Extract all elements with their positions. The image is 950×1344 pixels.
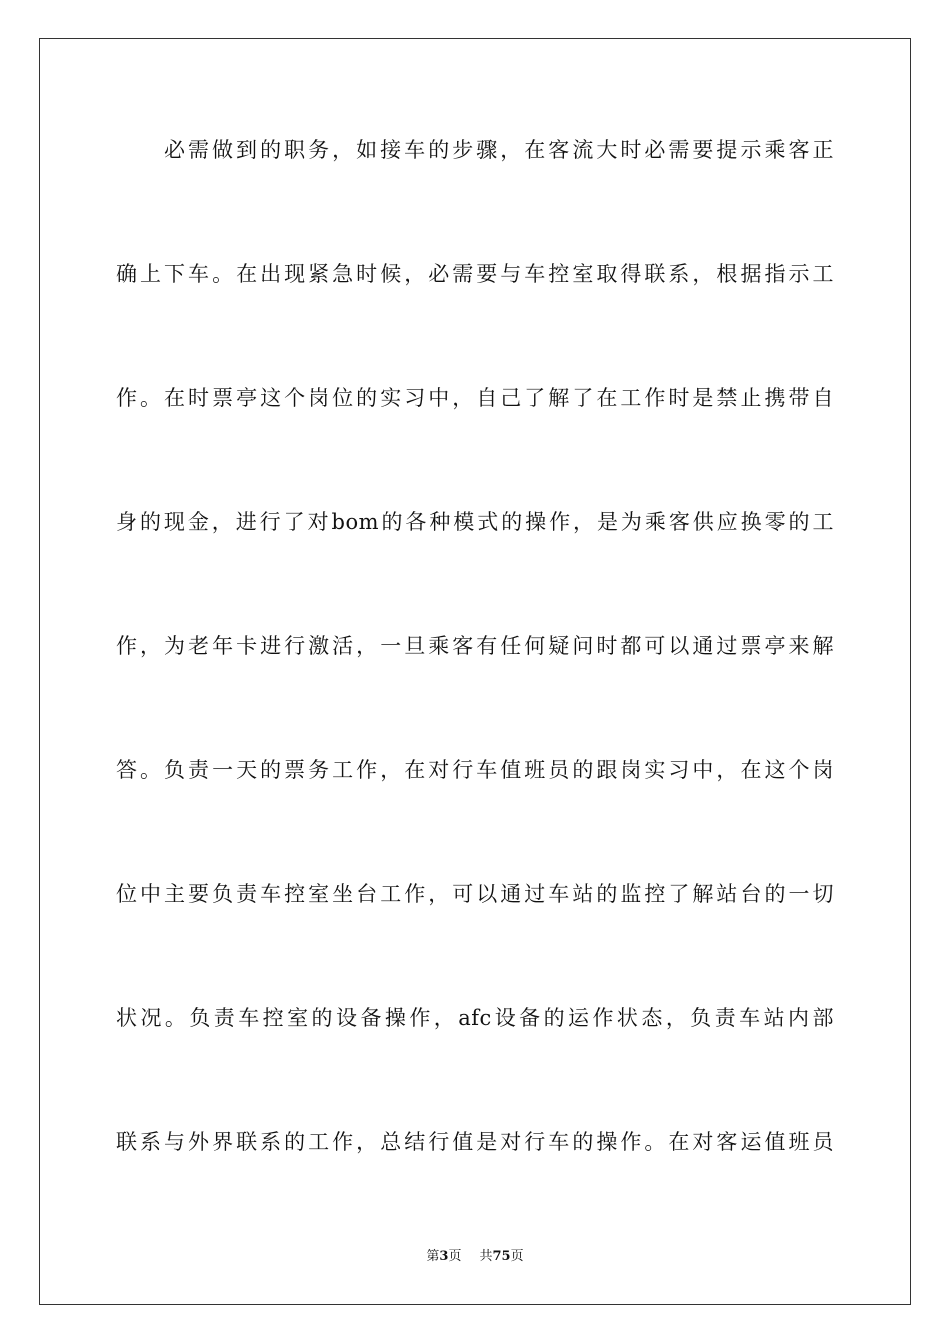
- body-text-line-4: 身的现金，进行了对bom的各种模式的操作，是为乘客供应换零的工: [116, 510, 834, 534]
- total-label-prefix: 共: [479, 1249, 493, 1264]
- body-text-line-3: 作。在时票亭这个岗位的实习中，自己了解了在工作时是禁止携带自: [116, 386, 834, 410]
- page-label-prefix: 第: [426, 1249, 440, 1264]
- page-footer: [0, 1248, 950, 1266]
- body-text-line-6: 答。负责一天的票务工作，在对行车值班员的跟岗实习中，在这个岗: [116, 758, 834, 782]
- body-text-line-7: 位中主要负责车控室坐台工作，可以通过车站的监控了解站台的一切: [116, 882, 834, 906]
- body-text-line-9: 联系与外界联系的工作，总结行值是对行车的操作。在对客运值班员: [116, 1130, 834, 1154]
- page-number: 3: [439, 1249, 449, 1264]
- body-text-line-2: 确上下车。在出现紧急时候，必需要与车控室取得联系，根据指示工: [116, 262, 834, 286]
- total-pages: 75: [492, 1249, 511, 1264]
- body-text-line-5: 作，为老年卡进行激活，一旦乘客有任何疑问时都可以通过票亭来解: [116, 634, 834, 658]
- body-text-line-1: 必需做到的职务，如接车的步骤，在客流大时必需要提示乘客正: [164, 138, 834, 162]
- total-label-suffix: 页: [510, 1249, 524, 1264]
- page-border: [39, 38, 911, 1305]
- page-label-suffix: 页: [448, 1249, 462, 1264]
- body-text-line-8: 状况。负责车控室的设备操作，afc设备的运作状态，负责车站内部: [116, 1006, 834, 1030]
